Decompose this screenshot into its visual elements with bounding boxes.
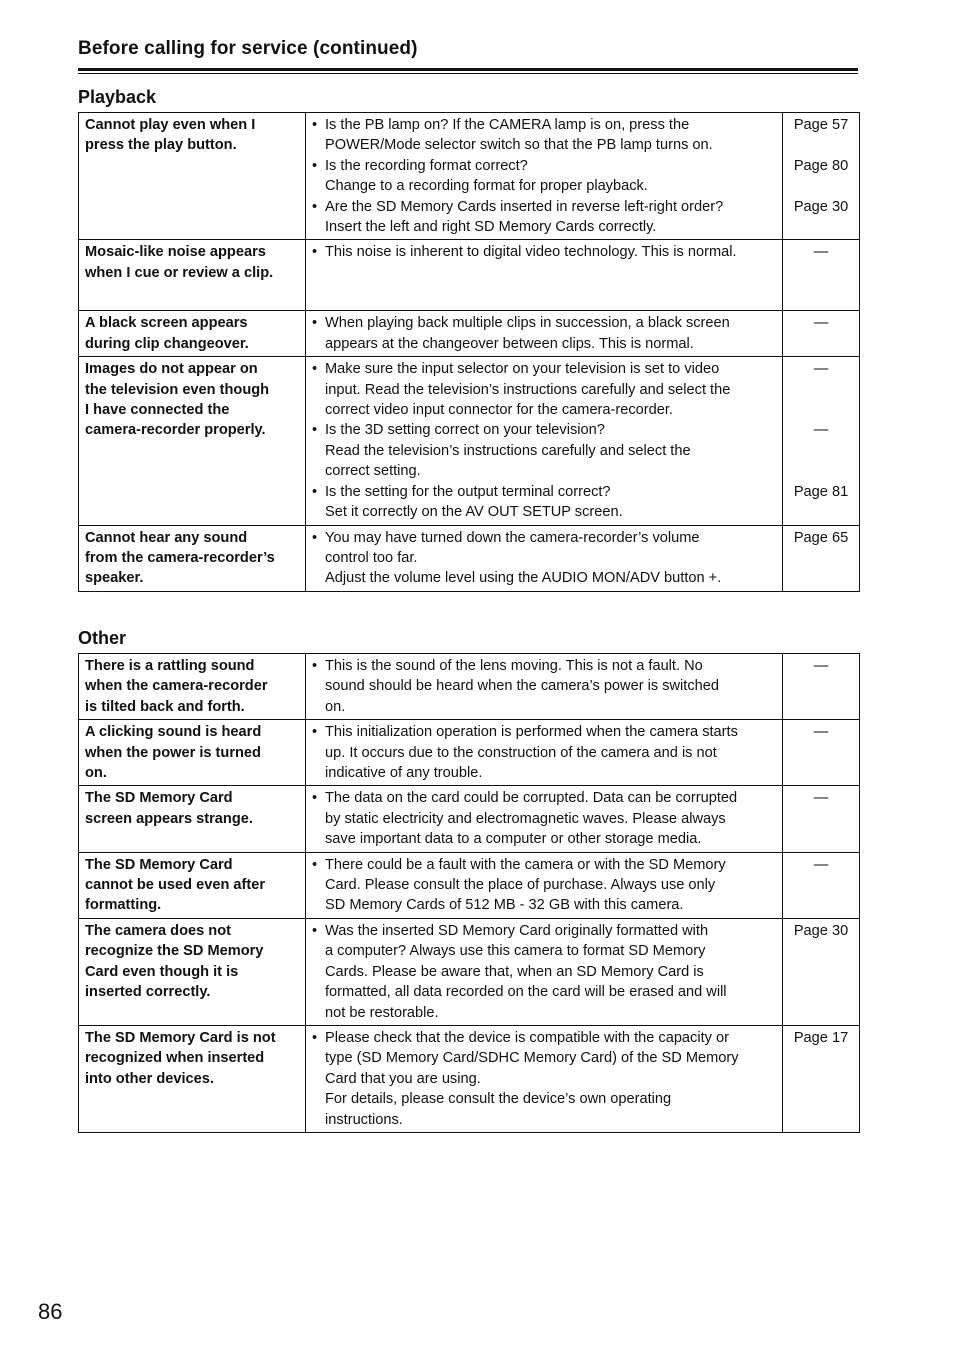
symptom-line: screen appears strange. (85, 810, 253, 827)
remedy-line: Is the recording format correct? (325, 157, 528, 174)
symptom-line: recognize the SD Memory (85, 943, 264, 960)
remedy-bullet (312, 197, 776, 238)
page-reference (789, 676, 853, 696)
remedy-bullet (312, 855, 776, 916)
remedy-line: Is the setting for the output terminal correct? (325, 483, 611, 500)
page-reference (789, 263, 853, 283)
symptom-cell (79, 852, 306, 918)
page-reference (789, 829, 853, 849)
remedy-line: This initialization operation is performed when the camera starts (325, 724, 738, 741)
remedy-line: When playing back multiple clips in succession, a black screen (325, 315, 730, 332)
page-reference: Page 80 (793, 157, 849, 174)
header-rule-thin (78, 73, 858, 74)
symptom-line: formatting. (85, 897, 162, 914)
remedy-bullet (312, 115, 776, 156)
remedy-line: save important data to a computer or other storage media. (325, 831, 702, 848)
remedy-cell (306, 525, 783, 591)
page-reference (789, 875, 853, 895)
bullet-icon: • (312, 724, 318, 741)
symptom-line: The SD Memory Card is not (85, 1029, 276, 1046)
symptom-cell (79, 720, 306, 786)
page-reference (789, 568, 853, 588)
bullet-icon: • (312, 244, 318, 261)
table-row (79, 654, 860, 720)
remedy-line: You may have turned down the camera-recorder’s volume (325, 529, 700, 546)
table-row (79, 720, 860, 786)
table-row (79, 852, 860, 918)
remedy-line: POWER/Mode selector switch so that the PB lamp turns on. (325, 137, 713, 154)
page-reference (789, 1089, 853, 1109)
other-table (78, 653, 860, 1133)
remedy-bullet (312, 656, 776, 717)
page-reference (789, 1110, 853, 1130)
remedy-line: Read the television’s instructions carefully and select the (325, 442, 691, 459)
bullet-icon: • (312, 856, 318, 873)
symptom-line: when the camera-recorder (85, 678, 268, 695)
page-reference (789, 1069, 853, 1089)
remedy-bullet (312, 359, 776, 420)
symptom-line: during clip changeover. (85, 335, 249, 352)
symptom-line: into other devices. (85, 1070, 214, 1087)
remedy-bullet (312, 722, 776, 783)
remedy-bullet (312, 788, 776, 849)
page-reference-cell (783, 720, 860, 786)
remedy-line: a computer? Always use this camera to format SD Memory (325, 943, 706, 960)
symptom-line: when I cue or review a clip. (85, 264, 274, 281)
page-reference (789, 1003, 853, 1023)
page-reference (789, 461, 853, 481)
symptom-cell (79, 113, 306, 240)
page-reference: — (813, 790, 829, 807)
bullet-icon: • (312, 315, 318, 332)
remedy-line: Is the PB lamp on? If the CAMERA lamp is on, press the (325, 117, 690, 133)
symptom-line: I have connected the (85, 402, 230, 419)
page-reference-cell (783, 113, 860, 240)
page-reference (789, 763, 853, 783)
page-reference-cell (783, 525, 860, 591)
symptom-line: press the play button. (85, 137, 237, 154)
remedy-bullet (312, 242, 776, 262)
bullet-icon: • (312, 1029, 318, 1046)
page-reference (789, 697, 853, 717)
remedy-bullet (312, 482, 776, 523)
remedy-line: Please check that the device is compatible with the capacity or (325, 1029, 729, 1046)
symptom-line: The SD Memory Card (85, 790, 233, 807)
remedy-line: not be restorable. (325, 1004, 439, 1021)
page-header-title: Before calling for service (continued) (78, 38, 418, 59)
page-reference-cell (783, 1025, 860, 1132)
other-table-body (79, 654, 860, 1133)
page-reference: — (813, 856, 829, 873)
remedy-line: Change to a recording format for proper playback. (325, 178, 648, 195)
page-reference (789, 380, 853, 400)
page-reference (789, 502, 853, 522)
page-reference (789, 982, 853, 1002)
bullet-icon: • (312, 790, 318, 807)
symptom-line: on. (85, 765, 107, 782)
table-row (79, 1025, 860, 1132)
symptom-cell (79, 240, 306, 311)
table-row (79, 525, 860, 591)
page-reference: — (813, 361, 829, 378)
page-reference: — (813, 315, 829, 332)
page-reference: Page 17 (793, 1029, 849, 1046)
remedy-cell (306, 654, 783, 720)
symptom-line: is tilted back and forth. (85, 698, 245, 715)
bullet-icon: • (312, 117, 318, 133)
table-row (79, 311, 860, 357)
remedy-line: This noise is inherent to digital video technology. This is normal. (325, 244, 737, 261)
bullet-icon: • (312, 422, 318, 439)
symptom-cell (79, 1025, 306, 1132)
page-reference-cell (783, 357, 860, 525)
remedy-line: Make sure the input selector on your television is set to video (325, 361, 720, 378)
symptom-line: from the camera-recorder’s (85, 549, 275, 566)
symptom-line: The SD Memory Card (85, 856, 233, 873)
symptom-line: inserted correctly. (85, 984, 211, 1001)
table-row (79, 357, 860, 525)
symptom-line: Mosaic-like noise appears (85, 244, 266, 261)
bullet-icon: • (312, 483, 318, 500)
remedy-cell (306, 1025, 783, 1132)
page-reference: — (813, 422, 829, 439)
symptom-line: cannot be used even after (85, 877, 266, 894)
bullet-icon: • (312, 529, 318, 546)
page-reference (789, 217, 853, 237)
remedy-line: formatted, all data recorded on the card will be erased and will (325, 984, 727, 1001)
page-reference (789, 135, 853, 155)
remedy-line: There could be a fault with the camera or with the SD Memory (325, 856, 726, 873)
page-reference: Page 65 (793, 529, 849, 546)
bullet-icon: • (312, 658, 318, 674)
page-reference (789, 941, 853, 961)
page-reference (789, 441, 853, 461)
page-reference-cell (783, 852, 860, 918)
remedy-line: correct video input connector for the camera-recorder. (325, 402, 673, 419)
page-reference: Page 81 (793, 483, 849, 500)
symptom-line: A clicking sound is heard (85, 724, 262, 741)
page-reference: — (813, 724, 829, 741)
symptom-line: camera-recorder properly. (85, 422, 266, 439)
page-reference (789, 962, 853, 982)
symptom-cell (79, 357, 306, 525)
remedy-line: For details, please consult the device’s own operating (325, 1091, 672, 1108)
section-title-playback: Playback (78, 87, 157, 107)
remedy-bullet (312, 156, 776, 197)
section-title-other: Other (78, 628, 127, 648)
remedy-bullet (312, 420, 776, 481)
remedy-cell (306, 311, 783, 357)
remedy-line: correct setting. (325, 463, 421, 480)
page-reference (789, 400, 853, 420)
table-row (79, 918, 860, 1025)
remedy-line: Card that you are using. (325, 1070, 481, 1087)
symptom-line: the television even though (85, 381, 270, 398)
page-reference: Page 30 (793, 922, 849, 939)
symptom-line: Card even though it is (85, 963, 239, 980)
remedy-line: on. (325, 698, 346, 715)
table-row (79, 786, 860, 852)
symptom-line: The camera does not (85, 922, 231, 939)
remedy-line: Are the SD Memory Cards inserted in reverse left-right order? (325, 198, 724, 215)
page-reference-cell (783, 240, 860, 311)
remedy-cell (306, 918, 783, 1025)
page-reference (789, 548, 853, 568)
symptom-line: when the power is turned (85, 744, 261, 761)
page-reference: Page 57 (793, 117, 849, 133)
page-reference (789, 743, 853, 763)
remedy-line: Was the inserted SD Memory Card originally formatted with (325, 922, 709, 939)
page-reference (789, 283, 853, 303)
symptom-line: Cannot hear any sound (85, 529, 248, 546)
page-reference-cell (783, 654, 860, 720)
symptom-line: There is a rattling sound (85, 658, 255, 674)
remedy-line: This is the sound of the lens moving. This is not a fault. No (325, 658, 703, 674)
remedy-line: Is the 3D setting correct on your television? (325, 422, 605, 439)
page-reference (789, 176, 853, 196)
remedy-line: input. Read the television’s instructions carefully and select the (325, 381, 731, 398)
header-rule-thick (78, 68, 858, 71)
page-number: 86 (38, 1299, 63, 1324)
page-reference-cell (783, 311, 860, 357)
remedy-bullet (312, 1028, 776, 1130)
playback-table (78, 112, 860, 592)
bullet-icon: • (312, 198, 318, 215)
remedy-cell (306, 720, 783, 786)
page-reference (789, 809, 853, 829)
remedy-cell (306, 786, 783, 852)
symptom-line: Images do not appear on (85, 361, 258, 378)
remedy-line: Cards. Please be aware that, when an SD Memory Card is (325, 963, 704, 980)
page-reference: — (813, 658, 829, 674)
page-reference: — (813, 244, 829, 261)
table-row (79, 113, 860, 240)
symptom-line: Cannot play even when I (85, 117, 256, 133)
page-reference-cell (783, 786, 860, 852)
remedy-line: instructions. (325, 1111, 403, 1128)
symptom-cell (79, 311, 306, 357)
page-reference-cell (783, 918, 860, 1025)
page-reference (789, 334, 853, 354)
playback-table-body (79, 113, 860, 592)
bullet-icon: • (312, 922, 318, 939)
bullet-icon: • (312, 361, 318, 378)
remedy-line: Card. Please consult the place of purchase. Always use only (325, 877, 716, 894)
remedy-line: control too far. (325, 549, 418, 566)
page-reference (789, 1048, 853, 1068)
remedy-line: Adjust the volume level using the AUDIO MON/ADV button +. (325, 570, 722, 587)
symptom-line: A black screen appears (85, 315, 248, 332)
remedy-line: The data on the card could be corrupted. Data can be corrupted (325, 790, 738, 807)
remedy-line: sound should be heard when the camera’s power is switched (325, 678, 719, 695)
remedy-line: by static electricity and electromagnetic waves. Please always (325, 810, 726, 827)
symptom-cell (79, 786, 306, 852)
page-reference: Page 30 (793, 198, 849, 215)
symptom-cell (79, 525, 306, 591)
symptom-line: recognized when inserted (85, 1050, 265, 1067)
remedy-line: Set it correctly on the AV OUT SETUP screen. (325, 504, 623, 521)
remedy-cell (306, 240, 783, 311)
remedy-bullet (312, 528, 776, 589)
remedy-line: type (SD Memory Card/SDHC Memory Card) of the SD Memory (325, 1050, 739, 1067)
remedy-cell (306, 357, 783, 525)
remedy-cell (306, 852, 783, 918)
remedy-bullet (312, 921, 776, 1023)
table-row (79, 240, 860, 311)
bullet-icon: • (312, 157, 318, 174)
remedy-line: Insert the left and right SD Memory Cards correctly. (325, 219, 657, 236)
remedy-line: indicative of any trouble. (325, 765, 483, 782)
remedy-bullet (312, 313, 776, 354)
symptom-line: speaker. (85, 570, 144, 587)
page-reference (789, 895, 853, 915)
symptom-cell (79, 918, 306, 1025)
remedy-line: up. It occurs due to the construction of the camera and is not (325, 744, 717, 761)
remedy-cell (306, 113, 783, 240)
remedy-line: SD Memory Cards of 512 MB - 32 GB with this camera. (325, 897, 684, 914)
symptom-cell (79, 654, 306, 720)
remedy-line: appears at the changeover between clips. This is normal. (325, 335, 694, 352)
